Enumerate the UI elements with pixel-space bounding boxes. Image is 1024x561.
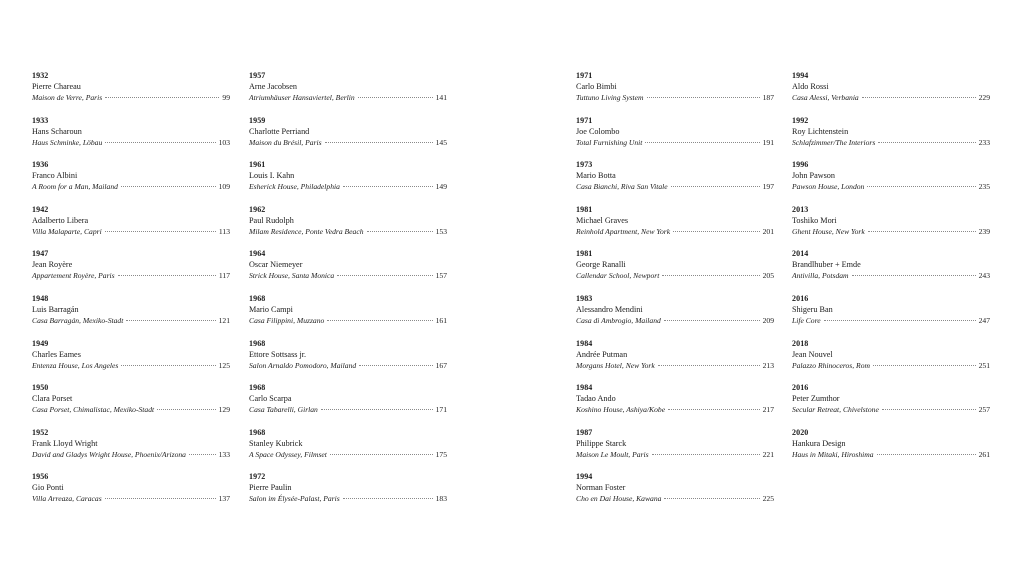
entry-page-number: 121 [218, 315, 230, 325]
dot-leader [105, 97, 219, 98]
dot-leader [126, 320, 215, 321]
entry-year: 1994 [576, 472, 593, 482]
entry-page-number: 125 [218, 360, 230, 370]
index-entry [32, 115, 230, 160]
entry-project: David and Gladys Wright House, Phoenix/Arizona [32, 449, 186, 459]
index-entry [249, 293, 447, 338]
entry-year: 1961 [249, 160, 266, 170]
entry-architect: Hankura Design [792, 438, 846, 448]
entry-page-number: 239 [978, 226, 990, 236]
entry-architect: Ettore Sottsass jr. [249, 349, 307, 359]
entry-line [249, 92, 447, 103]
entry-project: Haus in Mitaki, Hiroshima [792, 449, 874, 459]
entry-line [792, 92, 990, 103]
index-entry [792, 115, 990, 160]
entry-architect: Carlo Bimbi [576, 82, 617, 91]
entry-line [249, 449, 447, 460]
entry-project: Casa Porset, Chimalistac, Mexiko-Stadt [32, 405, 155, 415]
dot-leader [121, 365, 215, 366]
entry-architect: Tadao Ando [576, 394, 616, 404]
index-entry [32, 471, 230, 516]
entry-page-number: 175 [435, 449, 447, 459]
index-entry [576, 204, 774, 249]
entry-architect: Aldo Rossi [792, 82, 829, 91]
entry-page-number: 225 [762, 494, 774, 504]
entry-year: 2014 [792, 249, 809, 259]
entry-line [576, 181, 774, 192]
entry-architect: Andrée Putman [576, 349, 628, 359]
entry-line [576, 449, 774, 460]
entry-year: 1968 [249, 383, 266, 393]
entry-architect: Hans Scharoun [32, 126, 82, 136]
entry-year: 1933 [32, 115, 49, 125]
entry-page-number: 141 [435, 93, 447, 102]
dot-leader [343, 498, 433, 499]
dot-leader [121, 186, 216, 187]
index-entry [792, 248, 990, 293]
entry-year: 1984 [576, 338, 593, 348]
entry-line [249, 404, 447, 415]
index-entry [249, 115, 447, 160]
entry-year: 1936 [32, 160, 49, 170]
entry-line [792, 449, 990, 460]
entry-architect: Jean Nouvel [792, 349, 833, 359]
dot-leader [852, 275, 976, 276]
entry-project: A Space Odyssey, Filmset [249, 449, 327, 459]
entry-year: 1983 [576, 293, 593, 303]
entry-architect: Luis Barragán [32, 304, 79, 314]
entry-year: 1948 [32, 293, 49, 303]
entry-year: 2013 [792, 204, 809, 214]
index-entry [32, 382, 230, 427]
entry-page-number: 235 [978, 182, 990, 192]
entry-page-number: 161 [435, 315, 447, 325]
entry-line [792, 270, 990, 281]
entry-page-number: 137 [218, 494, 230, 504]
entry-line [576, 404, 774, 415]
entry-architect: Roy Lichtenstein [792, 126, 849, 136]
entry-page-number: 221 [762, 449, 774, 459]
entry-architect: Charlotte Perriand [249, 126, 310, 136]
index-entry [576, 382, 774, 427]
dot-leader [664, 320, 760, 321]
entry-page-number: 103 [218, 137, 230, 147]
index-entry [792, 204, 990, 249]
entry-page-number: 213 [762, 360, 774, 370]
entry-line [32, 226, 230, 237]
entry-project: Esherick House, Philadelphia [249, 182, 340, 192]
entry-line [249, 493, 447, 504]
entry-year: 2016 [792, 293, 809, 303]
entry-page-number: 157 [435, 271, 447, 281]
entry-architect: Adalberto Libera [32, 215, 89, 225]
entry-line [792, 315, 990, 326]
entry-page-number: 205 [762, 271, 774, 281]
entry-project: Casa Filippini, Muzzano [249, 315, 325, 325]
dot-leader [327, 320, 432, 321]
entry-line [32, 270, 230, 281]
entry-page-number: 243 [978, 271, 990, 281]
entry-year: 1947 [32, 249, 49, 259]
entry-year: 1950 [32, 383, 49, 393]
entry-architect: Pierre Paulin [249, 483, 292, 493]
entry-line [32, 315, 230, 326]
dot-leader [668, 409, 760, 410]
entry-year: 1971 [576, 115, 593, 125]
entry-line [576, 315, 774, 326]
entry-architect: Norman Foster [576, 483, 626, 493]
entry-year: 1962 [249, 204, 266, 214]
entry-line [792, 181, 990, 192]
index-column [792, 70, 990, 471]
entry-year: 1942 [32, 204, 49, 214]
index-column [32, 70, 230, 516]
entry-line [32, 137, 230, 148]
entry-project: Palazzo Rhinoceros, Rom [792, 360, 870, 370]
index-entry [32, 427, 230, 472]
dot-leader [189, 454, 216, 455]
entry-project: Antivilla, Potsdam [792, 271, 849, 281]
entry-project: Ghent House, New York [792, 226, 865, 236]
entry-year: 1992 [792, 115, 809, 125]
entry-line [576, 270, 774, 281]
entry-project: A Room for a Man, Mailand [32, 182, 118, 192]
dot-leader [645, 142, 759, 143]
entry-project: Casa Barragán, Mexiko-Stadt [32, 315, 124, 325]
entry-architect: Charles Eames [32, 349, 81, 359]
entry-line [249, 270, 447, 281]
entry-architect: Toshiko Mori [792, 215, 837, 225]
entry-page-number: 153 [435, 226, 447, 236]
entry-page-number: 233 [978, 137, 990, 147]
index-entry [576, 70, 774, 115]
entry-project: Haus Schminke, Löbau [32, 137, 103, 147]
dot-leader [330, 454, 433, 455]
entry-project: Tuttuno Living System [576, 93, 644, 102]
entry-architect: Philippe Starck [576, 438, 627, 448]
index-entry [576, 427, 774, 472]
dot-leader [321, 409, 433, 410]
index-entry [576, 293, 774, 338]
entry-line [792, 360, 990, 371]
entry-project: Villa Arreaza, Caracas [32, 494, 102, 504]
entry-project: Morgans Hotel, New York [576, 360, 655, 370]
entry-project: Milam Residence, Ponte Vedra Beach [249, 226, 364, 236]
entry-project: Secular Retreat, Chivelstone [792, 405, 879, 415]
dot-leader [862, 97, 976, 98]
index-entry [792, 293, 990, 338]
entry-architect: Alessandro Mendini [576, 304, 643, 314]
dot-leader [664, 498, 759, 499]
index-entry [576, 471, 774, 516]
entry-page-number: 247 [978, 315, 990, 325]
entry-year: 1973 [576, 160, 593, 170]
entry-line [792, 137, 990, 148]
dot-leader [647, 97, 760, 98]
entry-project: Schlafzimmer/The Interiors [792, 137, 876, 147]
entry-year: 1968 [249, 338, 266, 348]
entry-page-number: 183 [435, 494, 447, 504]
index-entry [249, 70, 447, 115]
dot-leader [652, 454, 760, 455]
entry-year: 2020 [792, 427, 809, 437]
entry-line [249, 137, 447, 148]
dot-leader [873, 365, 976, 366]
entry-architect: Michael Graves [576, 215, 629, 225]
entry-line [249, 181, 447, 192]
index-column [249, 70, 447, 516]
entry-page-number: 109 [218, 182, 230, 192]
entry-line [32, 449, 230, 460]
entry-year: 1994 [792, 71, 809, 80]
dot-leader [868, 231, 976, 232]
index-entry [249, 204, 447, 249]
entry-line [32, 181, 230, 192]
entry-year: 1956 [32, 472, 49, 482]
entry-line [576, 226, 774, 237]
entry-project: Maison de Verre, Paris [32, 93, 103, 102]
entry-project: Maison Le Moult, Paris [576, 449, 649, 459]
entry-page-number: 167 [435, 360, 447, 370]
entry-line [32, 493, 230, 504]
entry-year: 2016 [792, 383, 809, 393]
entry-line [576, 360, 774, 371]
dot-leader [882, 409, 976, 410]
entry-line [576, 92, 774, 103]
entry-project: Total Furnishing Unit [576, 137, 643, 147]
dot-leader [662, 275, 759, 276]
dot-leader [358, 97, 433, 98]
dot-leader [867, 186, 975, 187]
index-entry [32, 338, 230, 383]
entry-project: Villa Malaparte, Capri [32, 226, 102, 236]
entry-line [792, 404, 990, 415]
entry-architect: Clara Porset [32, 394, 73, 404]
entry-project: Life Core [792, 315, 821, 325]
entry-page-number: 257 [978, 405, 990, 415]
dot-leader [157, 409, 215, 410]
entry-line [576, 137, 774, 148]
entry-page-number: 113 [218, 226, 230, 236]
entry-project: Casa Bianchi, Riva San Vitale [576, 182, 668, 192]
entry-architect: Gio Ponti [32, 483, 64, 493]
index-entry [249, 159, 447, 204]
entry-year: 1957 [249, 71, 266, 80]
entry-year: 1981 [576, 204, 593, 214]
index-entry [249, 471, 447, 516]
dot-leader [878, 142, 975, 143]
entry-architect: Joe Colombo [576, 126, 620, 136]
entry-year: 1996 [792, 160, 809, 170]
entry-architect: Brandlhuber + Emde [792, 260, 861, 270]
entry-project: Atriumhäuser Hansaviertel, Berlin [249, 93, 355, 102]
entry-year: 1952 [32, 427, 49, 437]
entry-page-number: 187 [762, 93, 774, 102]
index-entry [249, 338, 447, 383]
dot-leader [105, 231, 216, 232]
dot-leader [671, 186, 760, 187]
entry-project: Strick House, Santa Monica [249, 271, 335, 281]
entry-architect: Pierre Chareau [32, 82, 81, 91]
entry-page-number: 217 [762, 405, 774, 415]
entry-project: Koshino House, Ashiya/Kobe [576, 405, 666, 415]
entry-line [32, 92, 230, 103]
index-entry [792, 159, 990, 204]
entry-architect: Carlo Scarpa [249, 394, 292, 404]
entry-project: Cho en Dai House, Kawana [576, 494, 662, 504]
entry-project: Salon Arnaldo Pomodoro, Mailand [249, 360, 357, 370]
dot-leader [105, 498, 216, 499]
entry-page-number: 251 [978, 360, 990, 370]
dot-leader [343, 186, 433, 187]
index-entry [249, 427, 447, 472]
dot-leader [118, 275, 216, 276]
dot-leader [658, 365, 760, 366]
index-entry [792, 338, 990, 383]
entry-architect: Oscar Niemeyer [249, 260, 303, 270]
entry-line [32, 404, 230, 415]
entry-year: 1968 [249, 293, 266, 303]
entry-page-number: 171 [435, 405, 447, 415]
entry-year: 1972 [249, 472, 266, 482]
entry-architect: John Pawson [792, 171, 835, 181]
entry-page-number: 133 [218, 449, 230, 459]
entry-architect: Mario Botta [576, 171, 616, 181]
entry-year: 1932 [32, 71, 49, 80]
entry-page-number: 99 [222, 93, 230, 102]
entry-architect: Franco Albini [32, 171, 78, 181]
index-entry [32, 204, 230, 249]
entry-architect: Arne Jacobsen [249, 82, 297, 91]
entry-line [792, 226, 990, 237]
index-entry [32, 70, 230, 115]
entry-architect: Peter Zumthor [792, 394, 840, 404]
entry-project: Reinhold Apartment, New York [576, 226, 671, 236]
index-entry [792, 382, 990, 427]
right-page [512, 0, 1024, 561]
entry-project: Casa Alessi, Verbania [792, 93, 859, 102]
index-entry [792, 427, 990, 472]
entry-architect: Frank Lloyd Wright [32, 438, 98, 448]
entry-page-number: 129 [218, 405, 230, 415]
entry-project: Callendar School, Newport [576, 271, 660, 281]
entry-architect: Shigeru Ban [792, 304, 833, 314]
entry-page-number: 117 [218, 271, 230, 281]
index-entry [249, 382, 447, 427]
entry-project: Casa di Ambrogio, Mailand [576, 315, 661, 325]
entry-architect: Stanley Kubrick [249, 438, 303, 448]
entry-architect: Paul Rudolph [249, 215, 294, 225]
index-entry [32, 293, 230, 338]
entry-architect: Jean Royère [32, 260, 73, 270]
entry-page-number: 229 [978, 93, 990, 102]
dot-leader [325, 142, 433, 143]
entry-year: 2018 [792, 338, 809, 348]
entry-page-number: 197 [762, 182, 774, 192]
entry-line [32, 360, 230, 371]
entry-project: Pawson House, London [792, 182, 865, 192]
dot-leader [367, 231, 433, 232]
dot-leader [337, 275, 432, 276]
dot-leader [359, 365, 432, 366]
entry-architect: Mario Campi [249, 304, 293, 314]
entry-year: 1964 [249, 249, 266, 259]
entry-page-number: 201 [762, 226, 774, 236]
index-entry [792, 70, 990, 115]
entry-year: 1981 [576, 249, 593, 259]
entry-year: 1987 [576, 427, 593, 437]
entry-year: 1959 [249, 115, 266, 125]
index-entry [576, 115, 774, 160]
index-column [576, 70, 774, 516]
dot-leader [824, 320, 976, 321]
entry-line [576, 493, 774, 504]
index-entry [249, 248, 447, 293]
entry-line [249, 315, 447, 326]
index-entry [576, 159, 774, 204]
entry-year: 1968 [249, 427, 266, 437]
entry-line [249, 360, 447, 371]
entry-architect: Louis I. Kahn [249, 171, 295, 181]
entry-page-number: 191 [762, 137, 774, 147]
entry-year: 1949 [32, 338, 49, 348]
entry-project: Entenza House, Los Angeles [32, 360, 119, 370]
dot-leader [105, 142, 215, 143]
entry-project: Salon im Élysée-Palast, Paris [249, 494, 340, 504]
index-entry [32, 159, 230, 204]
entry-line [249, 226, 447, 237]
index-entry [576, 338, 774, 383]
entry-year: 1971 [576, 71, 593, 80]
entry-project: Casa Tabarelli, Girlan [249, 405, 318, 415]
entry-project: Maison du Brésil, Paris [249, 137, 322, 147]
entry-year: 1984 [576, 383, 593, 393]
dot-leader [877, 454, 976, 455]
entry-project: Appartement Royère, Paris [32, 271, 115, 281]
entry-page-number: 209 [762, 315, 774, 325]
entry-page-number: 145 [435, 137, 447, 147]
entry-page-number: 149 [435, 182, 447, 192]
index-entry [576, 248, 774, 293]
index-entry [32, 248, 230, 293]
dot-leader [673, 231, 760, 232]
entry-architect: George Ranalli [576, 260, 626, 270]
entry-page-number: 261 [978, 449, 990, 459]
